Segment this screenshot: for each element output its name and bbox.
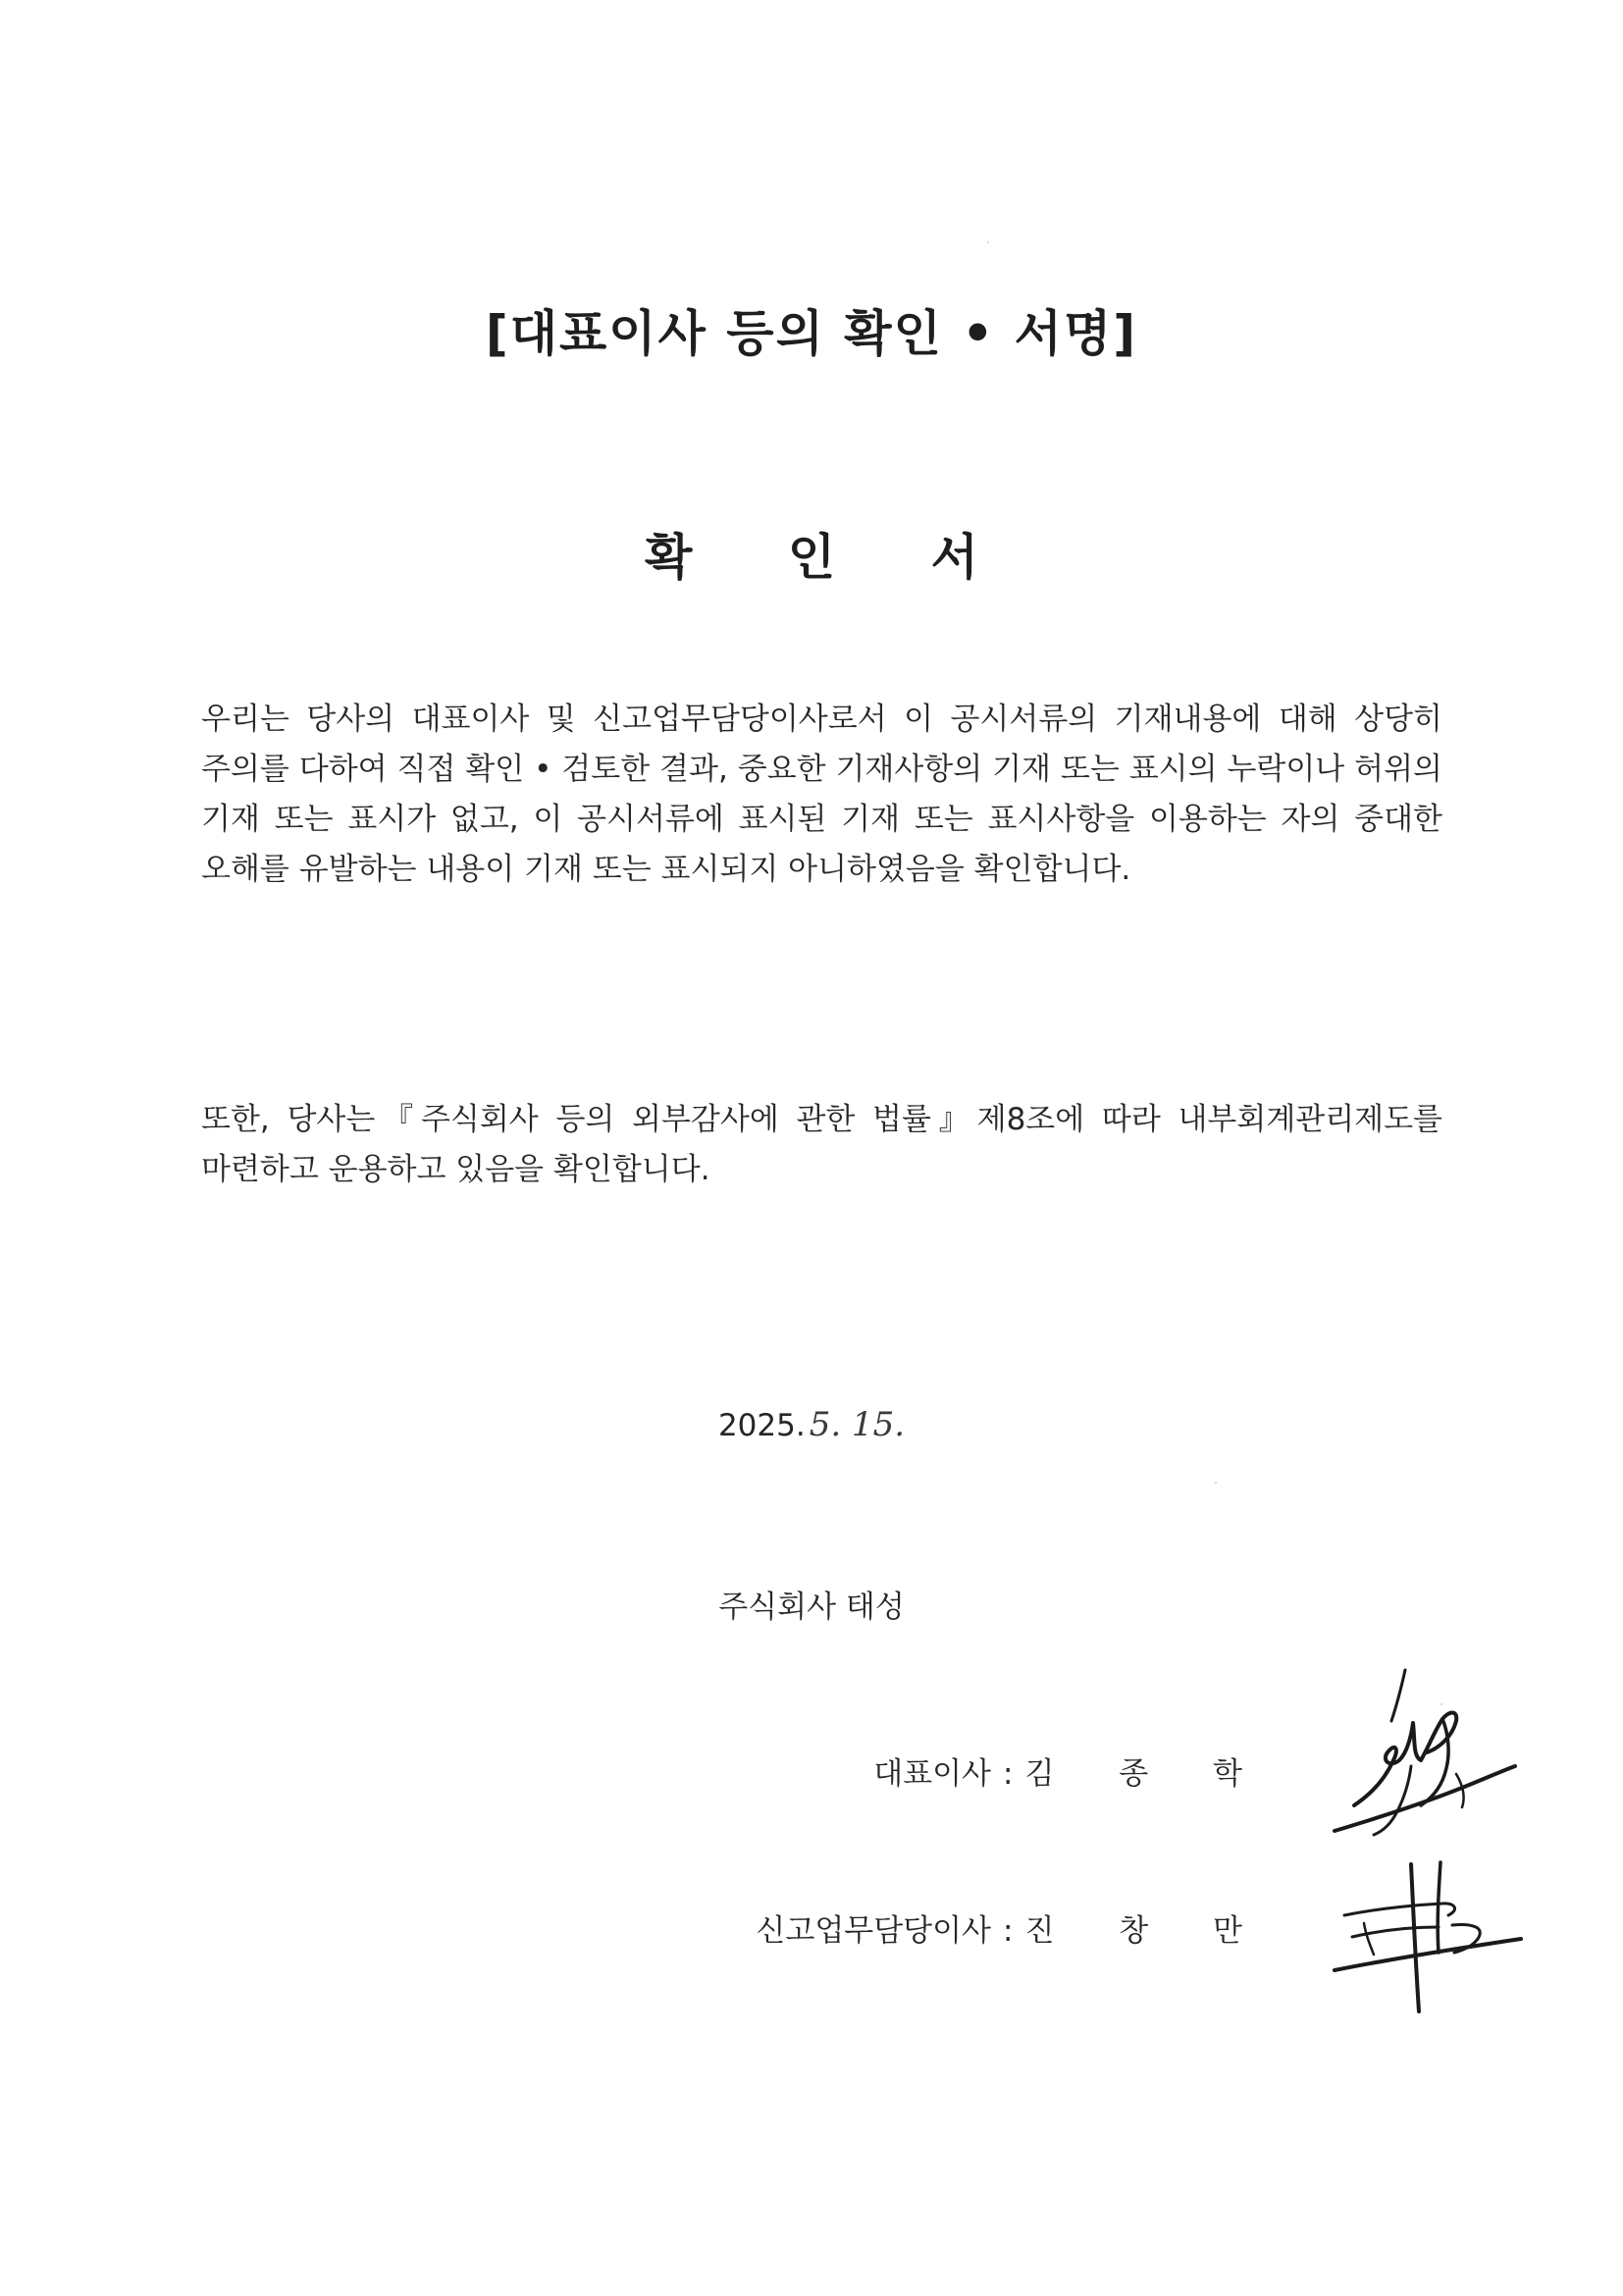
- title-char-1: 확: [645, 529, 693, 586]
- title-char-2: 인: [787, 529, 836, 586]
- signatory-ceo: [873, 1748, 1270, 1793]
- date-printed-year: 2025.: [717, 1408, 806, 1443]
- company-name: 주식회사 태성: [718, 1590, 905, 1625]
- confirmation-paragraph: 우리는 당사의 대표이사 및 신고업무담당이사로서 이 공시서류의 기재내용에 대해 상당히 주의를 다하여 직접 확인 • 검토한 결과, 중요한 기재사항의 기재 또는 표시의 누락이나 허위의 기재 또는 표시가 없고, 이 공시서류에 표시된 기재 또는 표시사항을 이용하는 자의 중대한 오해를 유발하는 내용이 기재 또는 표시되지 아니하였음을 확인합니다.: [201, 702, 1442, 887]
- signatory-name: 김 종 학: [1024, 1756, 1270, 1792]
- date-handwritten: 5. 15.: [809, 1405, 906, 1444]
- director-signature-image: [1325, 1854, 1531, 2021]
- scan-speck: [1440, 1703, 1442, 1705]
- signatory-role: 신고업무담당이사: [756, 1913, 991, 1949]
- signatory-name: 진 창 만: [1024, 1913, 1270, 1949]
- signatory-disclosure-director: [756, 1905, 1270, 1950]
- document-title: [0, 518, 1623, 589]
- internal-control-paragraph: 또한, 당사는『주식회사 등의 외부감사에 관한 법률』제8조에 따라 내부회계관리제도를 마련하고 운용하고 있음을 확인합니다.: [201, 1102, 1442, 1187]
- scan-speck: [1215, 1482, 1217, 1484]
- scan-speck: [987, 241, 989, 243]
- page-header-title: [대표이사 등의 확인 • 서명]: [485, 305, 1138, 362]
- ceo-signature-image: [1295, 1658, 1531, 1854]
- signatory-role: 대표이사: [873, 1756, 991, 1792]
- signatory-separator: :: [1003, 1913, 1014, 1949]
- signatory-separator: :: [1003, 1756, 1014, 1792]
- title-char-3: 서: [930, 529, 978, 586]
- date-line: [0, 1405, 1623, 1444]
